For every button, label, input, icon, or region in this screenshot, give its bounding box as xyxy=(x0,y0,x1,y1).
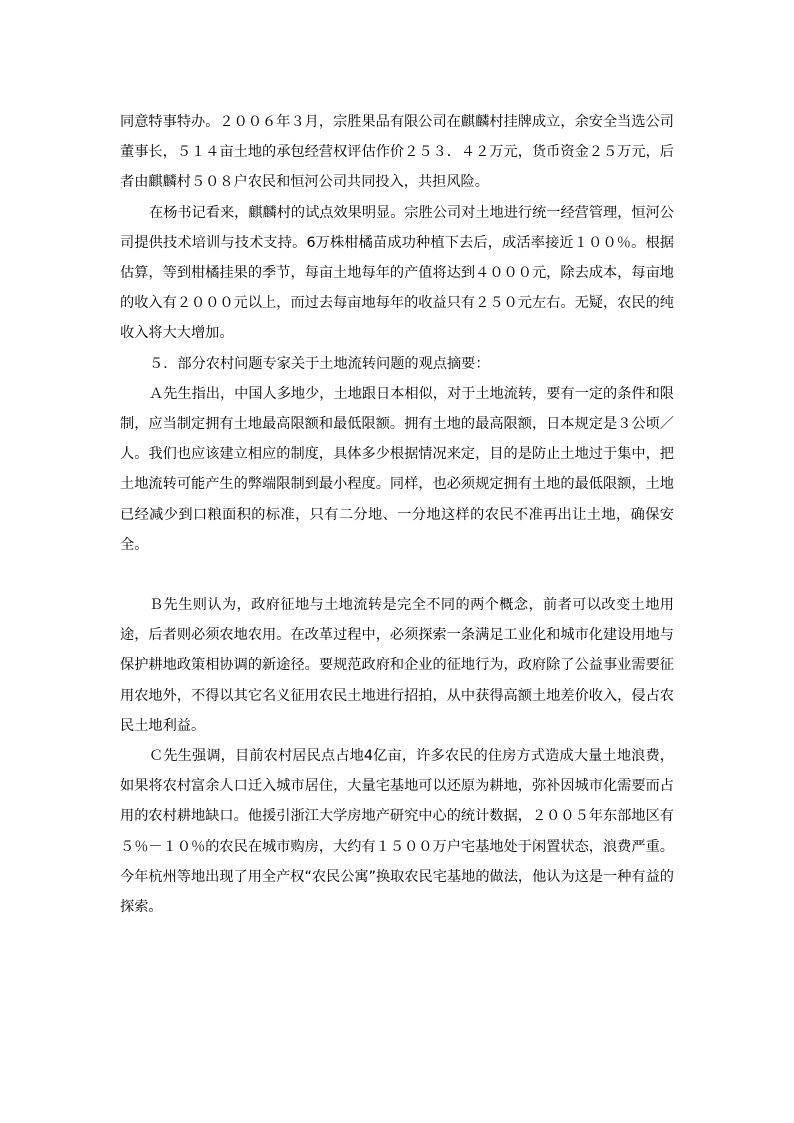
section-heading-expert-views: ５．部分农村问题专家关于土地流转问题的观点摘要： xyxy=(149,355,490,372)
paragraph-expert-b: Ｂ先生则认为，政府征地与土地流转是完全不同的两个概念，前者可以改变土地用途，后者则必须农地农用。在改革过程中，必须探索一条满足工业化和城市化建设用地与保护耕地政策相协调的新途径。要规范政府和企业的征地行为，政府除了公益事业需要征用农地外，不得以其它名义征用农民土地进行招拍，从中获得高额土地差价收入，侵占农民土地利益。 xyxy=(120,597,674,734)
document-body xyxy=(120,107,674,922)
paragraph-expert-a: Ａ先生指出，中国人多地少，土地跟日本相似，对于土地流转，要有一定的条件和限制，应当制定拥有土地最高限额和最低限额。拥有土地的最高限额，日本规定是３公顷／人。我们也应该建立相应的制度，具体多少根据情况来定，目的是防止土地过于集中，把土地流转可能产生的弊端限制到最小程度。同样，也必须规定拥有土地的最低限额，土地已经减少到口粮面积的标准，只有二分地、一分地这样的农民不准再出让土地，确保安全。 xyxy=(120,385,674,553)
paragraph-continuation: 同意特事特办。２００６年３月，宗胜果品有限公司在麒麟村挂牌成立，余安全当选公司董事长，５１４亩土地的承包经营权评估作价２５３．４２万元，货币资金２５万元，后者由麒麟村５０８户农民和恒河公司共同投入，共担风险。 xyxy=(120,114,674,191)
paragraph-spacer xyxy=(120,560,674,590)
paragraph-pilot-results: 在杨书记看来，麒麟村的试点效果明显。宗胜公司对土地进行统一经营管理，恒河公司提供技术培训与技术支持。6万株柑橘苗成功种植下去后，成活率接近１００％。根据估算，等到柑橘挂果的季节，每亩土地每年的产值将达到４０００元，除去成本，每亩地的收入有２０００元以上，而过去每亩地每年的收益只有２５０元左右。无疑，农民的纯收入将大大增加。 xyxy=(120,204,674,342)
paragraph-expert-c: Ｃ先生强调，目前农村居民点占地4亿亩，许多农民的住房方式造成大量土地浪费，如果将农村富余人口迁入城市居住，大量宅基地可以还原为耕地，弥补因城市化需要而占用的农村耕地缺口。他援引浙江大学房地产研究中心的统计数据，２００５年东部地区有５％－１０％的农民在城市购房，大约有１５００万户宅基地处于闲置状态，浪费严重。今年杭州等地出现了用全产权“农民公寓”换取农民宅基地的做法，他认为这是一种有益的探索。 xyxy=(120,748,674,916)
